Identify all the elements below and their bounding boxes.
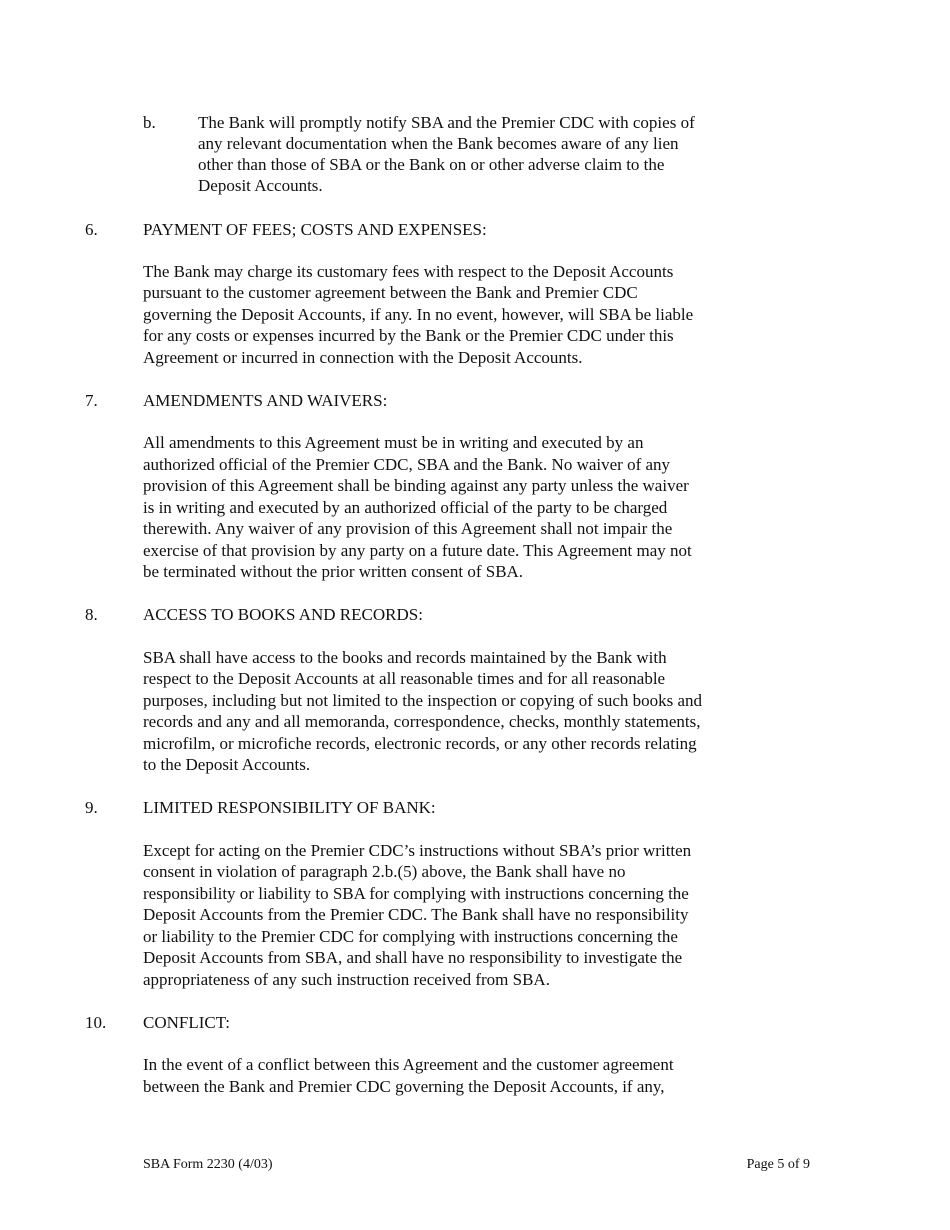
section-line: to the Deposit Accounts. [143, 755, 311, 774]
section-line: for any costs or expenses incurred by the Bank or the Premier CDC under this [143, 326, 674, 345]
section-line: Deposit Accounts from SBA, and shall have no responsibility to investigate the [143, 948, 683, 967]
section-number: 8. [85, 605, 98, 624]
section-heading: AMENDMENTS AND WAIVERS: [143, 391, 388, 410]
section-line: between the Bank and Premier CDC governing the Deposit Accounts, if any, [143, 1077, 665, 1096]
section-line: be terminated without the prior written consent of SBA. [143, 562, 524, 581]
section-line: is in writing and executed by an authorized official of the party to be charged [143, 498, 668, 517]
sub-item-line: Deposit Accounts. [198, 176, 323, 195]
section-line: Deposit Accounts from the Premier CDC. The Bank shall have no responsibility [143, 905, 689, 924]
section-line: pursuant to the customer agreement between the Bank and Premier CDC [143, 283, 638, 302]
section-line: All amendments to this Agreement must be in writing and executed by an [143, 433, 644, 452]
section-heading: PAYMENT OF FEES; COSTS AND EXPENSES: [143, 220, 487, 239]
section-number: 9. [85, 798, 98, 817]
section-line: SBA shall have access to the books and records maintained by the Bank with [143, 648, 667, 667]
section-line: respect to the Deposit Accounts at all reasonable times and for all reasonable [143, 669, 666, 688]
section-line: responsibility or liability to SBA for complying with instructions concerning the [143, 884, 689, 903]
section-line: exercise of that provision by any party on a future date. This Agreement may not [143, 541, 692, 560]
section-number: 10. [85, 1013, 107, 1032]
section-line: Except for acting on the Premier CDC’s instructions without SBA’s prior written [143, 841, 692, 860]
section-heading: CONFLICT: [143, 1013, 230, 1032]
section-line: The Bank may charge its customary fees with respect to the Deposit Accounts [143, 262, 674, 281]
section-line: authorized official of the Premier CDC, SBA and the Bank. No waiver of any [143, 455, 671, 474]
section-line: appropriateness of any such instruction received from SBA. [143, 970, 550, 989]
section-line: records and any and all memoranda, correspondence, checks, monthly statements, [143, 712, 701, 731]
section-line: purposes, including but not limited to the inspection or copying of such books and [143, 691, 703, 710]
section-heading: LIMITED RESPONSIBILITY OF BANK: [143, 798, 436, 817]
section-number: 6. [85, 220, 98, 239]
footer-page-number: Page 5 of 9 [746, 1157, 810, 1172]
section-line: Agreement or incurred in connection with the Deposit Accounts. [143, 348, 583, 367]
section-line: therewith. Any waiver of any provision of this Agreement shall not impair the [143, 519, 673, 538]
section-line: provision of this Agreement shall be binding against any party unless the waiver [143, 476, 689, 495]
sub-item-line: any relevant documentation when the Bank becomes aware of any lien [198, 134, 679, 153]
sub-item-label: b. [143, 113, 156, 132]
sub-item-line: other than those of SBA or the Bank on or other adverse claim to the [198, 155, 665, 174]
section-line: or liability to the Premier CDC for complying with instructions concerning the [143, 927, 678, 946]
section-line: governing the Deposit Accounts, if any. In no event, however, will SBA be liable [143, 305, 694, 324]
footer-form-id: SBA Form 2230 (4/03) [143, 1157, 273, 1172]
section-line: microfilm, or microfiche records, electronic records, or any other records relating [143, 734, 697, 753]
sub-item-line: The Bank will promptly notify SBA and the Premier CDC with copies of [198, 113, 695, 132]
section-number: 7. [85, 391, 98, 410]
section-line: In the event of a conflict between this Agreement and the customer agreement [143, 1055, 674, 1074]
section-heading: ACCESS TO BOOKS AND RECORDS: [143, 605, 423, 624]
section-line: consent in violation of paragraph 2.b.(5) above, the Bank shall have no [143, 862, 626, 881]
